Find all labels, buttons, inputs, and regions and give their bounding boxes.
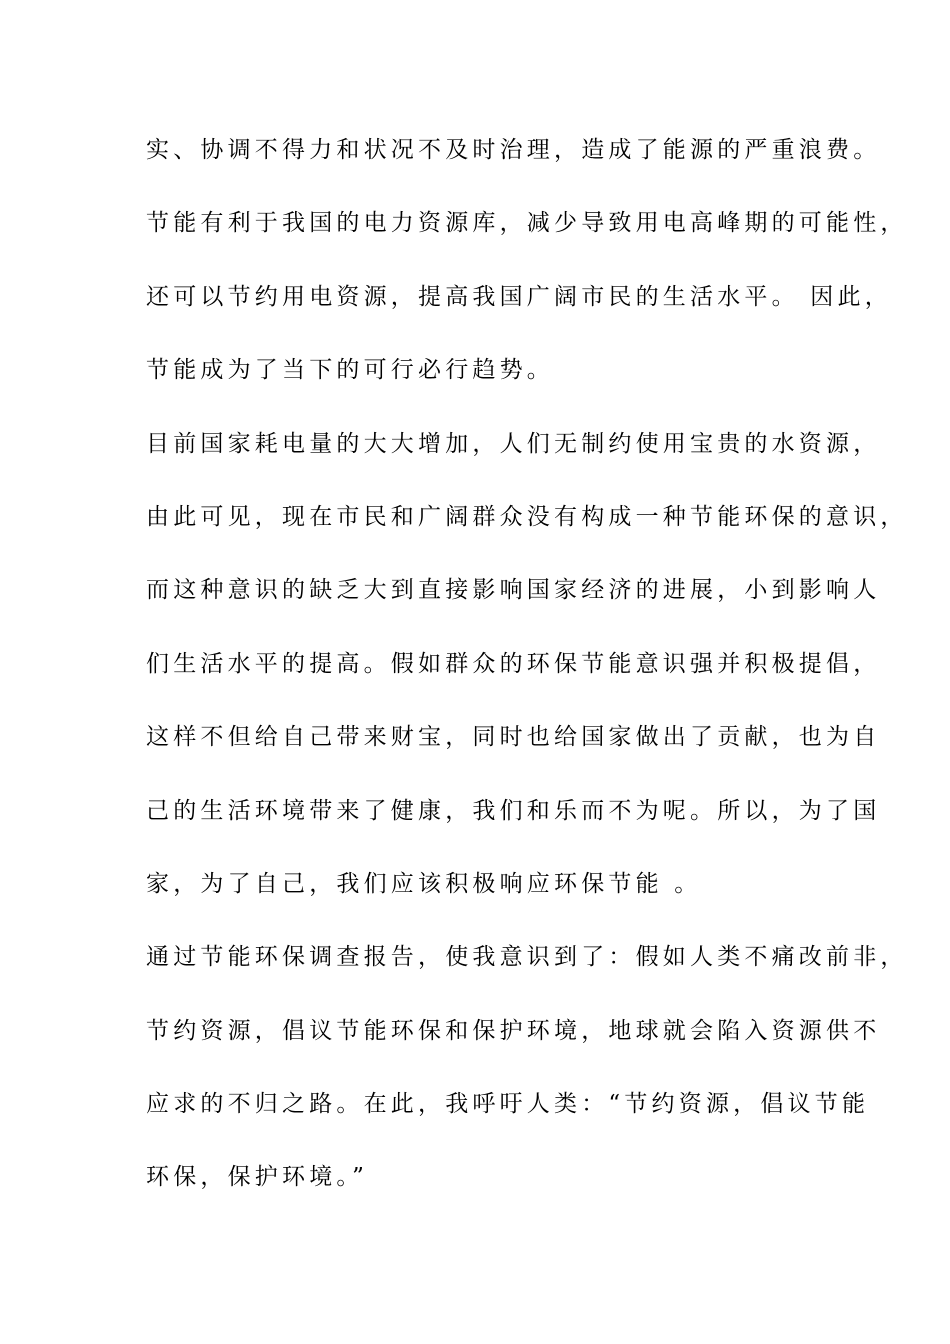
body-text xyxy=(146,128,908,1229)
text-line: 目前国家耗电量的大大增加，人们无制约使用宝贵的水资源， xyxy=(146,430,881,457)
text-line: 由此可见，现在市民和广阔群众没有构成一种节能环保的意识， xyxy=(146,503,908,530)
text-line: 们生活水平的提高。假如群众的环保节能意识强并积极提倡， xyxy=(146,650,881,677)
text-line: 家，为了自己，我们应该积极响应环保节能 。 xyxy=(146,870,702,897)
text-line: 环保，保护环境。” xyxy=(146,1164,369,1191)
text-line: 己的生活环境带来了健康，我们和乐而不为呢。所以，为了国 xyxy=(146,797,881,824)
text-line: 节能有利于我国的电力资源库，减少导致用电高峰期的可能性， xyxy=(146,210,908,237)
text-line: 这样不但给自己带来财宝，同时也给国家做出了贡献，也为自 xyxy=(146,724,881,751)
text-line: 实、协调不得力和状况不及时治理，造成了能源的严重浪费。 xyxy=(146,137,881,163)
text-line: 还可以节约用电资源，提高我国广阔市民的生活水平。 因此， xyxy=(146,283,892,310)
text-line: 而这种意识的缺乏大到直接影响国家经济的进展，小到影响人 xyxy=(146,577,881,604)
text-line: 节能成为了当下的可行必行趋势。 xyxy=(146,357,554,384)
text-line: 通过节能环保调查报告，使我意识到了：假如人类不痛改前非， xyxy=(146,944,908,971)
text-line: 节约资源，倡议节能环保和保护环境，地球就会陷入资源供不 xyxy=(146,1017,881,1044)
text-line: 应求的不归之路。在此，我呼吁人类：“节约资源，倡议节能 xyxy=(146,1091,870,1118)
